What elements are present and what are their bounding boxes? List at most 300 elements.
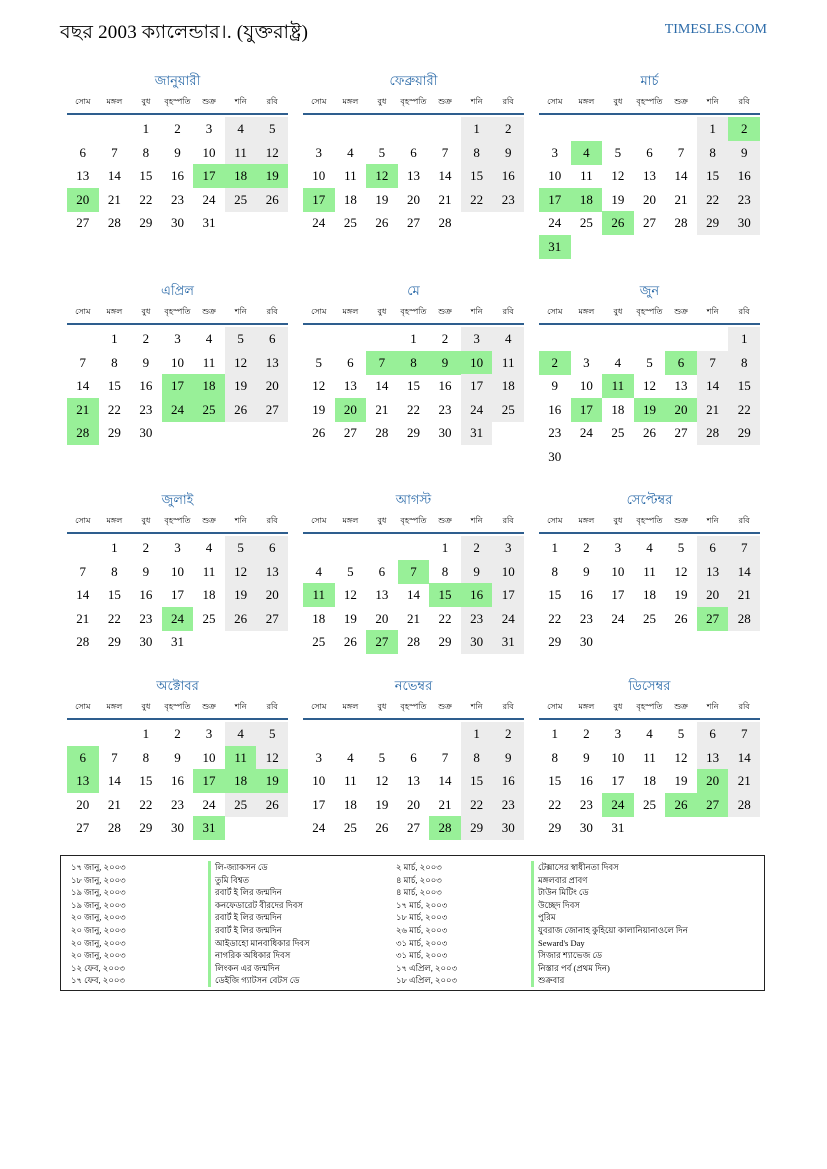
day-cell[interactable]: 22 bbox=[406, 401, 420, 417]
day-cell[interactable]: 10 bbox=[611, 749, 625, 765]
day-cell[interactable]: 16 bbox=[728, 164, 760, 188]
day-cell[interactable]: 11 bbox=[643, 563, 656, 579]
day-cell[interactable]: 2 bbox=[492, 117, 524, 141]
day-cell[interactable]: 13 bbox=[697, 560, 729, 584]
day-cell[interactable]: 3 bbox=[205, 726, 213, 741]
day-cell[interactable]: 17 bbox=[461, 374, 493, 398]
day-cell[interactable]: 17 bbox=[571, 398, 603, 422]
day-cell[interactable]: 17 bbox=[611, 773, 625, 788]
day-cell[interactable]: 4 bbox=[492, 327, 524, 351]
day-cell[interactable]: 20 bbox=[375, 610, 389, 626]
day-cell[interactable]: 12 bbox=[343, 587, 357, 602]
day-cell[interactable]: 12 bbox=[225, 560, 257, 584]
day-cell[interactable]: 12 bbox=[256, 141, 288, 165]
day-cell[interactable]: 4 bbox=[205, 331, 213, 346]
day-cell[interactable]: 19 bbox=[611, 191, 625, 207]
day-cell[interactable]: 27 bbox=[642, 215, 656, 230]
day-cell[interactable]: 26 bbox=[375, 215, 389, 230]
day-cell[interactable]: 5 bbox=[256, 117, 288, 141]
day-cell[interactable]: 13 bbox=[697, 746, 729, 770]
day-cell[interactable]: 4 bbox=[347, 144, 354, 160]
day-cell[interactable]: 8 bbox=[142, 749, 150, 765]
day-cell[interactable]: 26 bbox=[674, 610, 688, 626]
day-cell[interactable]: 30 bbox=[728, 211, 760, 235]
day-cell[interactable]: 29 bbox=[107, 425, 121, 440]
day-cell[interactable]: 7 bbox=[111, 144, 118, 160]
day-cell[interactable]: 6 bbox=[378, 563, 386, 579]
day-cell[interactable]: 5 bbox=[677, 540, 685, 555]
day-cell[interactable]: 25 bbox=[642, 610, 656, 626]
day-cell[interactable]: 29 bbox=[548, 634, 562, 649]
day-cell[interactable]: 6 bbox=[410, 749, 417, 765]
day-cell[interactable]: 7 bbox=[728, 536, 760, 560]
day-cell[interactable]: 6 bbox=[256, 536, 288, 560]
day-cell[interactable]: 29 bbox=[728, 421, 760, 445]
day-cell[interactable]: 27 bbox=[76, 820, 90, 835]
day-cell[interactable]: 15 bbox=[406, 378, 420, 393]
day-cell[interactable]: 30 bbox=[170, 215, 184, 230]
day-cell[interactable]: 6 bbox=[697, 722, 729, 746]
day-cell[interactable]: 31 bbox=[492, 630, 524, 654]
day-cell[interactable]: 8 bbox=[461, 746, 493, 770]
day-cell[interactable]: 4 bbox=[614, 354, 622, 370]
day-cell[interactable]: 20 bbox=[76, 796, 90, 812]
day-cell[interactable]: 2 bbox=[142, 540, 150, 555]
day-cell[interactable]: 28 bbox=[67, 421, 99, 445]
day-cell[interactable]: 8 bbox=[551, 563, 559, 579]
day-cell[interactable]: 27 bbox=[343, 425, 357, 440]
day-cell[interactable]: 21 bbox=[697, 398, 729, 422]
day-cell[interactable]: 3 bbox=[614, 540, 622, 555]
day-cell[interactable]: 16 bbox=[461, 583, 493, 607]
day-cell[interactable]: 6 bbox=[347, 354, 354, 370]
day-cell[interactable]: 19 bbox=[674, 773, 688, 788]
day-cell[interactable]: 8 bbox=[111, 354, 118, 370]
day-cell[interactable]: 17 bbox=[312, 796, 326, 812]
day-cell[interactable]: 20 bbox=[406, 796, 420, 812]
day-cell[interactable]: 23 bbox=[548, 425, 562, 440]
day-cell[interactable]: 22 bbox=[107, 401, 121, 417]
day-cell[interactable]: 31 bbox=[170, 634, 184, 649]
day-cell[interactable]: 13 bbox=[674, 378, 688, 393]
day-cell[interactable]: 16 bbox=[492, 164, 524, 188]
day-cell[interactable]: 18 bbox=[642, 773, 656, 788]
day-cell[interactable]: 1 bbox=[441, 540, 449, 555]
day-cell[interactable]: 11 bbox=[344, 773, 357, 788]
day-cell[interactable]: 26 bbox=[343, 634, 357, 649]
day-cell[interactable]: 26 bbox=[602, 211, 634, 235]
day-cell[interactable]: 3 bbox=[174, 540, 181, 555]
day-cell[interactable]: 14 bbox=[674, 168, 688, 183]
day-cell[interactable]: 25 bbox=[225, 793, 257, 817]
day-cell[interactable]: 9 bbox=[174, 144, 181, 160]
day-cell[interactable]: 7 bbox=[398, 560, 430, 584]
day-cell[interactable]: 27 bbox=[697, 607, 729, 631]
day-cell[interactable]: 1 bbox=[142, 726, 150, 741]
day-cell[interactable]: 26 bbox=[256, 793, 288, 817]
day-cell[interactable]: 24 bbox=[202, 191, 216, 207]
day-cell[interactable]: 11 bbox=[225, 141, 257, 165]
day-cell[interactable]: 6 bbox=[697, 536, 729, 560]
day-cell[interactable]: 7 bbox=[366, 351, 398, 375]
day-cell[interactable]: 13 bbox=[343, 378, 357, 393]
day-cell[interactable]: 3 bbox=[315, 749, 323, 765]
day-cell[interactable]: 19 bbox=[256, 164, 288, 188]
day-cell[interactable]: 14 bbox=[697, 374, 729, 398]
day-cell[interactable]: 25 bbox=[343, 215, 357, 230]
day-cell[interactable]: 21 bbox=[107, 191, 121, 207]
day-cell[interactable]: 18 bbox=[492, 374, 524, 398]
day-cell[interactable]: 8 bbox=[398, 351, 430, 375]
day-cell[interactable]: 7 bbox=[79, 354, 87, 370]
day-cell[interactable]: 14 bbox=[107, 168, 121, 183]
day-cell[interactable]: 18 bbox=[193, 374, 225, 398]
day-cell[interactable]: 14 bbox=[728, 746, 760, 770]
day-cell[interactable]: 26 bbox=[642, 425, 656, 440]
day-cell[interactable]: 16 bbox=[438, 378, 452, 393]
day-cell[interactable]: 30 bbox=[139, 634, 153, 649]
day-cell[interactable]: 26 bbox=[225, 607, 257, 631]
day-cell[interactable]: 9 bbox=[174, 749, 181, 765]
day-cell[interactable]: 1 bbox=[461, 117, 493, 141]
day-cell[interactable]: 16 bbox=[579, 773, 593, 788]
day-cell[interactable]: 14 bbox=[438, 168, 452, 183]
day-cell[interactable]: 10 bbox=[548, 168, 562, 183]
day-cell[interactable]: 15 bbox=[697, 164, 729, 188]
day-cell[interactable]: 12 bbox=[611, 168, 625, 183]
day-cell[interactable]: 4 bbox=[646, 540, 653, 555]
day-cell[interactable]: 28 bbox=[107, 215, 121, 230]
day-cell[interactable]: 21 bbox=[728, 769, 760, 793]
day-cell[interactable]: 25 bbox=[642, 796, 656, 812]
day-cell[interactable]: 31 bbox=[193, 816, 225, 840]
day-cell[interactable]: 22 bbox=[548, 796, 562, 812]
day-cell[interactable]: 13 bbox=[406, 168, 420, 183]
day-cell[interactable]: 23 bbox=[579, 610, 593, 626]
day-cell[interactable]: 23 bbox=[438, 401, 452, 417]
day-cell[interactable]: 28 bbox=[107, 820, 121, 835]
day-cell[interactable]: 24 bbox=[492, 607, 524, 631]
day-cell[interactable]: 29 bbox=[406, 425, 420, 440]
day-cell[interactable]: 22 bbox=[728, 398, 760, 422]
day-cell[interactable]: 8 bbox=[461, 141, 493, 165]
day-cell[interactable]: 20 bbox=[697, 583, 729, 607]
day-cell[interactable]: 12 bbox=[674, 749, 688, 765]
day-cell[interactable]: 15 bbox=[548, 587, 562, 602]
day-cell[interactable]: 20 bbox=[256, 374, 288, 398]
day-cell[interactable]: 11 bbox=[602, 374, 634, 398]
day-cell[interactable]: 4 bbox=[225, 722, 257, 746]
day-cell[interactable]: 24 bbox=[579, 425, 593, 440]
day-cell[interactable]: 27 bbox=[256, 398, 288, 422]
day-cell[interactable]: 9 bbox=[583, 563, 590, 579]
day-cell[interactable]: 14 bbox=[438, 773, 452, 788]
day-cell[interactable]: 5 bbox=[677, 726, 685, 741]
day-cell[interactable]: 13 bbox=[642, 168, 656, 183]
day-cell[interactable]: 19 bbox=[674, 587, 688, 602]
day-cell[interactable]: 17 bbox=[193, 164, 225, 188]
day-cell[interactable]: 18 bbox=[571, 188, 603, 212]
day-cell[interactable]: 17 bbox=[193, 769, 225, 793]
day-cell[interactable]: 11 bbox=[225, 746, 257, 770]
day-cell[interactable]: 17 bbox=[170, 587, 184, 602]
day-cell[interactable]: 31 bbox=[461, 421, 493, 445]
day-cell[interactable]: 14 bbox=[375, 378, 389, 393]
day-cell[interactable]: 24 bbox=[602, 793, 634, 817]
day-cell[interactable]: 3 bbox=[551, 144, 559, 160]
day-cell[interactable]: 27 bbox=[256, 607, 288, 631]
day-cell[interactable]: 8 bbox=[697, 141, 729, 165]
day-cell[interactable]: 21 bbox=[67, 398, 99, 422]
day-cell[interactable]: 29 bbox=[548, 820, 562, 835]
day-cell[interactable]: 27 bbox=[366, 630, 398, 654]
day-cell[interactable]: 26 bbox=[312, 425, 326, 440]
day-cell[interactable]: 18 bbox=[642, 587, 656, 602]
day-cell[interactable]: 30 bbox=[139, 425, 153, 440]
day-cell[interactable]: 28 bbox=[375, 425, 389, 440]
day-cell[interactable]: 16 bbox=[579, 587, 593, 602]
day-cell[interactable]: 26 bbox=[665, 793, 697, 817]
day-cell[interactable]: 5 bbox=[378, 749, 386, 765]
day-cell[interactable]: 15 bbox=[107, 378, 121, 393]
day-cell[interactable]: 25 bbox=[225, 188, 257, 212]
day-cell[interactable]: 1 bbox=[551, 726, 559, 741]
day-cell[interactable]: 28 bbox=[429, 816, 461, 840]
day-cell[interactable]: 18 bbox=[312, 610, 326, 626]
day-cell[interactable]: 15 bbox=[107, 587, 121, 602]
day-cell[interactable]: 17 bbox=[611, 587, 625, 602]
day-cell[interactable]: 23 bbox=[170, 191, 184, 207]
day-cell[interactable]: 17 bbox=[539, 188, 571, 212]
day-cell[interactable]: 29 bbox=[139, 215, 153, 230]
day-cell[interactable]: 2 bbox=[492, 722, 524, 746]
day-cell[interactable]: 15 bbox=[461, 164, 493, 188]
day-cell[interactable]: 10 bbox=[492, 560, 524, 584]
day-cell[interactable]: 5 bbox=[378, 144, 386, 160]
day-cell[interactable]: 17 bbox=[303, 188, 335, 212]
day-cell[interactable]: 16 bbox=[170, 168, 184, 183]
day-cell[interactable]: 1 bbox=[111, 331, 118, 346]
day-cell[interactable]: 24 bbox=[548, 215, 562, 230]
day-cell[interactable]: 25 bbox=[312, 634, 326, 649]
day-cell[interactable]: 25 bbox=[343, 820, 357, 835]
day-cell[interactable]: 30 bbox=[548, 448, 562, 464]
day-cell[interactable]: 11 bbox=[492, 351, 524, 375]
day-cell[interactable]: 23 bbox=[139, 401, 153, 417]
day-cell[interactable]: 17 bbox=[162, 374, 194, 398]
day-cell[interactable]: 21 bbox=[375, 401, 389, 417]
day-cell[interactable]: 2 bbox=[174, 121, 181, 136]
day-cell[interactable]: 21 bbox=[107, 796, 121, 812]
day-cell[interactable]: 31 bbox=[611, 820, 625, 835]
day-cell[interactable]: 30 bbox=[170, 820, 184, 835]
day-cell[interactable]: 12 bbox=[312, 378, 326, 393]
day-cell[interactable]: 11 bbox=[202, 354, 216, 370]
day-cell[interactable]: 11 bbox=[303, 583, 335, 607]
day-cell[interactable]: 9 bbox=[142, 563, 150, 579]
day-cell[interactable]: 16 bbox=[548, 401, 562, 417]
day-cell[interactable]: 20 bbox=[67, 188, 99, 212]
day-cell[interactable]: 26 bbox=[225, 398, 257, 422]
day-cell[interactable]: 25 bbox=[611, 425, 625, 440]
day-cell[interactable]: 2 bbox=[461, 536, 493, 560]
day-cell[interactable]: 12 bbox=[674, 563, 688, 579]
day-cell[interactable]: 15 bbox=[139, 773, 153, 788]
day-cell[interactable]: 9 bbox=[551, 378, 559, 393]
day-cell[interactable]: 4 bbox=[347, 749, 354, 765]
day-cell[interactable]: 19 bbox=[225, 583, 257, 607]
day-cell[interactable]: 19 bbox=[312, 401, 326, 417]
day-cell[interactable]: 15 bbox=[461, 769, 493, 793]
day-cell[interactable]: 10 bbox=[611, 563, 625, 579]
day-cell[interactable]: 10 bbox=[579, 378, 593, 393]
day-cell[interactable]: 21 bbox=[406, 610, 420, 626]
day-cell[interactable]: 3 bbox=[583, 354, 590, 370]
day-cell[interactable]: 16 bbox=[139, 378, 153, 393]
day-cell[interactable]: 2 bbox=[142, 331, 150, 346]
day-cell[interactable]: 21 bbox=[438, 191, 452, 207]
day-cell[interactable]: 7 bbox=[111, 749, 118, 765]
day-cell[interactable]: 4 bbox=[646, 726, 653, 741]
day-cell[interactable]: 5 bbox=[646, 354, 653, 370]
day-cell[interactable]: 22 bbox=[461, 793, 493, 817]
day-cell[interactable]: 22 bbox=[461, 188, 493, 212]
day-cell[interactable]: 2 bbox=[583, 726, 590, 741]
day-cell[interactable]: 9 bbox=[429, 351, 461, 375]
day-cell[interactable]: 14 bbox=[406, 587, 420, 602]
day-cell[interactable]: 27 bbox=[406, 215, 420, 230]
day-cell[interactable]: 18 bbox=[202, 587, 216, 602]
day-cell[interactable]: 8 bbox=[551, 749, 559, 765]
site-link[interactable]: TIMESLES.COM bbox=[664, 22, 767, 37]
day-cell[interactable]: 25 bbox=[579, 215, 593, 230]
day-cell[interactable]: 22 bbox=[697, 188, 729, 212]
day-cell[interactable]: 4 bbox=[571, 141, 603, 165]
day-cell[interactable]: 24 bbox=[202, 796, 216, 812]
day-cell[interactable]: 1 bbox=[111, 540, 118, 555]
day-cell[interactable]: 22 bbox=[438, 610, 452, 626]
day-cell[interactable]: 31 bbox=[539, 235, 571, 259]
day-cell[interactable]: 9 bbox=[492, 746, 524, 770]
day-cell[interactable]: 13 bbox=[256, 560, 288, 584]
day-cell[interactable]: 28 bbox=[728, 607, 760, 631]
day-cell[interactable]: 3 bbox=[315, 144, 323, 160]
day-cell[interactable]: 25 bbox=[492, 398, 524, 422]
day-cell[interactable]: 19 bbox=[375, 191, 389, 207]
day-cell[interactable]: 3 bbox=[614, 726, 622, 741]
day-cell[interactable]: 12 bbox=[256, 746, 288, 770]
day-cell[interactable]: 15 bbox=[139, 168, 153, 183]
day-cell[interactable]: 5 bbox=[256, 722, 288, 746]
day-cell[interactable]: 6 bbox=[67, 746, 99, 770]
day-cell[interactable]: 3 bbox=[461, 327, 493, 351]
day-cell[interactable]: 2 bbox=[441, 331, 449, 346]
day-cell[interactable]: 24 bbox=[162, 607, 194, 631]
day-cell[interactable]: 9 bbox=[461, 560, 493, 584]
day-cell[interactable]: 8 bbox=[728, 351, 760, 375]
day-cell[interactable]: 6 bbox=[79, 144, 87, 160]
day-cell[interactable]: 21 bbox=[438, 796, 452, 812]
day-cell[interactable]: 23 bbox=[579, 796, 593, 812]
day-cell[interactable]: 30 bbox=[438, 425, 452, 440]
day-cell[interactable]: 8 bbox=[142, 144, 150, 160]
day-cell[interactable]: 23 bbox=[461, 607, 493, 631]
day-cell[interactable]: 30 bbox=[579, 634, 593, 649]
day-cell[interactable]: 19 bbox=[634, 398, 666, 422]
day-cell[interactable]: 28 bbox=[697, 421, 729, 445]
day-cell[interactable]: 13 bbox=[256, 351, 288, 375]
day-cell[interactable]: 14 bbox=[728, 560, 760, 584]
day-cell[interactable]: 18 bbox=[611, 401, 625, 417]
day-cell[interactable]: 1 bbox=[697, 117, 729, 141]
day-cell[interactable]: 28 bbox=[674, 215, 688, 230]
day-cell[interactable]: 14 bbox=[76, 378, 90, 393]
day-cell[interactable]: 15 bbox=[548, 773, 562, 788]
day-cell[interactable]: 10 bbox=[170, 563, 184, 579]
day-cell[interactable]: 9 bbox=[583, 749, 590, 765]
day-cell[interactable]: 21 bbox=[76, 610, 90, 626]
day-cell[interactable]: 9 bbox=[728, 141, 760, 165]
day-cell[interactable]: 24 bbox=[461, 398, 493, 422]
day-cell[interactable]: 22 bbox=[107, 610, 121, 626]
day-cell[interactable]: 1 bbox=[728, 327, 760, 351]
day-cell[interactable]: 14 bbox=[107, 773, 121, 788]
day-cell[interactable]: 4 bbox=[225, 117, 257, 141]
day-cell[interactable]: 1 bbox=[142, 121, 150, 136]
day-cell[interactable]: 12 bbox=[642, 378, 656, 393]
day-cell[interactable]: 19 bbox=[256, 769, 288, 793]
day-cell[interactable]: 10 bbox=[202, 749, 216, 765]
day-cell[interactable]: 23 bbox=[492, 793, 524, 817]
day-cell[interactable]: 9 bbox=[142, 354, 150, 370]
day-cell[interactable]: 27 bbox=[697, 793, 729, 817]
day-cell[interactable]: 7 bbox=[79, 563, 87, 579]
day-cell[interactable]: 13 bbox=[406, 773, 420, 788]
day-cell[interactable]: 8 bbox=[111, 563, 118, 579]
day-cell[interactable]: 10 bbox=[170, 354, 184, 370]
day-cell[interactable]: 13 bbox=[67, 769, 99, 793]
day-cell[interactable]: 20 bbox=[665, 398, 697, 422]
day-cell[interactable]: 3 bbox=[492, 536, 524, 560]
day-cell[interactable]: 4 bbox=[315, 563, 323, 579]
day-cell[interactable]: 15 bbox=[728, 374, 760, 398]
day-cell[interactable]: 11 bbox=[344, 168, 357, 183]
day-cell[interactable]: 6 bbox=[646, 144, 653, 160]
day-cell[interactable]: 29 bbox=[107, 634, 121, 649]
day-cell[interactable]: 16 bbox=[170, 773, 184, 788]
day-cell[interactable]: 21 bbox=[728, 583, 760, 607]
day-cell[interactable]: 8 bbox=[441, 563, 449, 579]
day-cell[interactable]: 3 bbox=[205, 121, 213, 136]
day-cell[interactable]: 25 bbox=[202, 610, 216, 626]
day-cell[interactable]: 30 bbox=[461, 630, 493, 654]
day-cell[interactable]: 28 bbox=[438, 215, 452, 230]
day-cell[interactable]: 7 bbox=[677, 144, 685, 160]
day-cell[interactable]: 28 bbox=[728, 793, 760, 817]
day-cell[interactable]: 25 bbox=[193, 398, 225, 422]
day-cell[interactable]: 5 bbox=[315, 354, 323, 370]
day-cell[interactable]: 18 bbox=[343, 191, 357, 207]
day-cell[interactable]: 27 bbox=[406, 820, 420, 835]
day-cell[interactable]: 2 bbox=[539, 351, 571, 375]
day-cell[interactable]: 28 bbox=[406, 634, 420, 649]
day-cell[interactable]: 24 bbox=[312, 820, 326, 835]
day-cell[interactable]: 10 bbox=[312, 168, 326, 183]
day-cell[interactable]: 26 bbox=[375, 820, 389, 835]
day-cell[interactable]: 28 bbox=[76, 634, 90, 649]
day-cell[interactable]: 5 bbox=[225, 536, 257, 560]
day-cell[interactable]: 2 bbox=[583, 540, 590, 555]
